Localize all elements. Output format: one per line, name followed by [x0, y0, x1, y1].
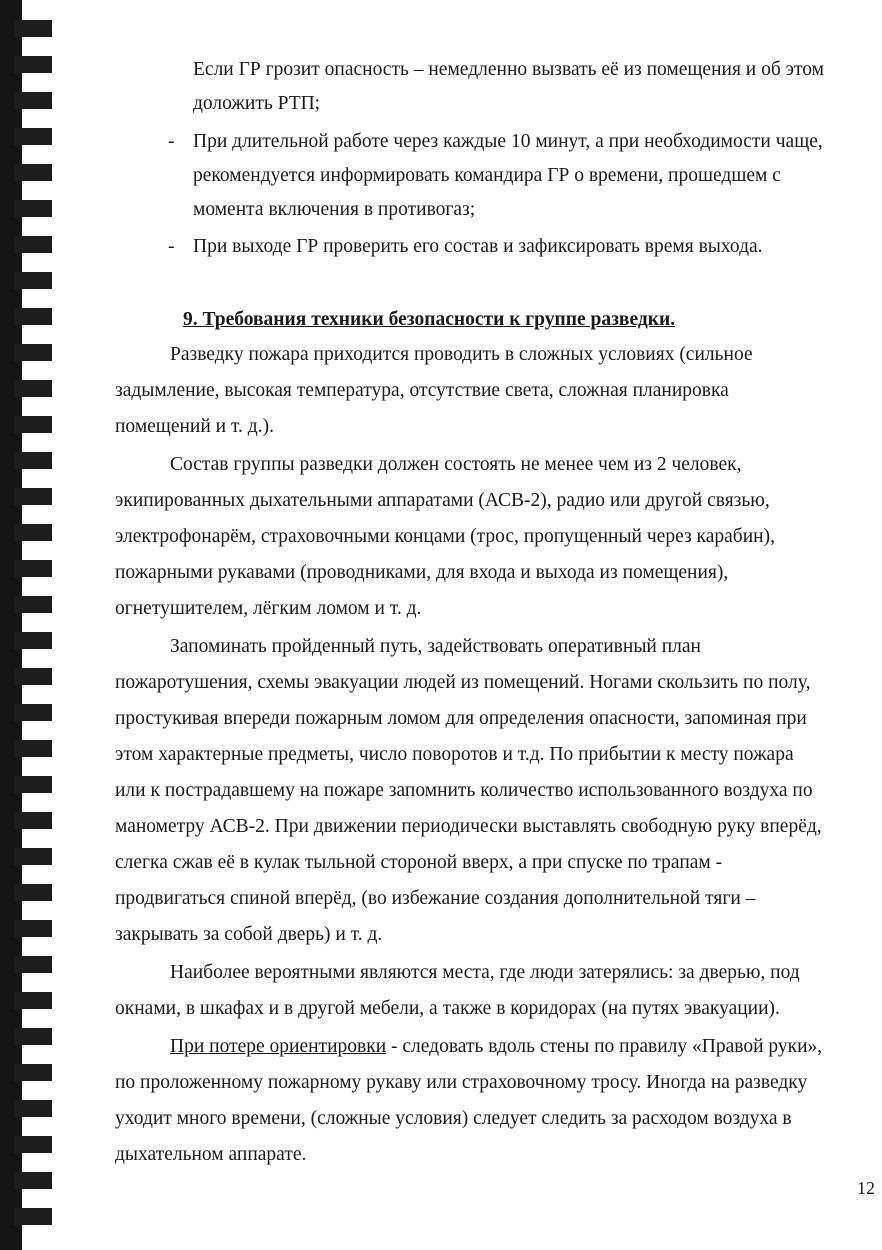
binding-tooth: [14, 1028, 52, 1045]
binding-tooth: [14, 920, 52, 937]
continuation-line-1: Если ГР грозит опасность – немедленно вызвать её из помещения и об этом: [193, 59, 825, 80]
binding-tooth: [14, 92, 52, 109]
page-number: 12: [857, 1178, 875, 1198]
binding-tooth: [14, 992, 52, 1009]
binding-tooth: [14, 740, 52, 757]
binding-tooth: [14, 200, 52, 217]
binding-tooth: [14, 524, 52, 541]
binding-tooth: [14, 272, 52, 289]
binding-tooth: [14, 956, 52, 973]
binding-tooth: [14, 776, 52, 793]
binding-tooth: [14, 128, 52, 145]
binding-tooth: [14, 632, 52, 649]
paragraph-3-line-3: простукивая впереди пожарным ломом для определения опасности, запоминая при: [115, 708, 807, 729]
binding-strip: [0, 0, 22, 1250]
binding-tooth: [14, 1136, 52, 1153]
binding-tooth: [14, 668, 52, 685]
paragraph-3-line-2: пожаротушения, схемы эвакуации людей из помещений. Ногами скользить по полу,: [115, 672, 811, 693]
paragraph-2-line-1: Состав группы разведки должен состоять не менее чем из 2 человек,: [170, 454, 742, 475]
paragraph-3-line-6: манометру АСВ-2. При движении периодически выставлять свободную руку вперёд,: [115, 816, 822, 837]
paragraph-1-line-1: Разведку пожара приходится проводить в сложных условиях (сильное: [170, 344, 753, 365]
paragraph-3-line-8: продвигаться спиной вперёд, (во избежание создания дополнительной тяги –: [115, 888, 756, 909]
orientation-label: При потере ориентировки: [170, 1036, 387, 1057]
binding-tooth: [14, 704, 52, 721]
paragraph-4-line-1: Наиболее вероятными являются места, где люди затерялись: за дверью, под: [170, 962, 800, 983]
orientation-line-1: [170, 1030, 822, 1064]
paragraph-2-line-4: пожарными рукавами (проводниками, для входа и выхода из помещения),: [115, 562, 729, 583]
paragraph-2-line-3: электрофонарём, страховочными концами (трос, пропущенный через карабин),: [115, 526, 775, 547]
paragraph-4-line-2: окнами, в шкафах и в другой мебели, а также в коридорах (на путях эвакуации).: [115, 998, 780, 1019]
binding-tooth: [14, 452, 52, 469]
bullet-1-line-3: момента включения в противогаз;: [193, 199, 476, 220]
binding-tooth: [14, 1064, 52, 1081]
continuation-line-2: доложить РТП;: [193, 93, 321, 114]
paragraph-3-line-1: Запоминать пройденный путь, задействовать оперативный план: [170, 636, 701, 657]
paragraph-1-line-3: помещений и т. д.).: [115, 416, 274, 437]
paragraph-2-line-5: огнетушителем, лёгким ломом и т. д.: [115, 598, 422, 619]
paragraph-2-line-2: экипированных дыхательными аппаратами (АСВ-2), радио или другой связью,: [115, 490, 770, 511]
binding-tooth: [14, 596, 52, 613]
orientation-line-2: по проложенному пожарному рукаву или страховочному тросу. Иногда на разведку: [115, 1072, 808, 1093]
paragraph-3-line-7: слегка сжав её в кулак тыльной стороной вверх, а при спуске по трапам -: [115, 852, 723, 873]
orientation-line-3: уходит много времени, (сложные условия) следует следить за расходом воздуха в: [115, 1108, 792, 1129]
orientation-line-4: дыхательном аппарате.: [115, 1144, 307, 1165]
paragraph-3-line-5: или к пострадавшему на пожаре запомнить количество использованного воздуха по: [115, 780, 813, 801]
binding-tooth: [14, 848, 52, 865]
binding-tooth: [14, 488, 52, 505]
paragraph-3-line-4: этом характерные предметы, число поворотов и т.д. По прибытии к месту пожара: [115, 744, 794, 765]
section-heading: 9. Требования техники безопасности к группе разведки.: [183, 309, 676, 330]
bullet-dash: -: [168, 236, 175, 257]
bullet-1-line-1: При длительной работе через каждые 10 минут, а при необходимости чаще,: [193, 131, 823, 152]
paragraph-1-line-2: задымление, высокая температура, отсутствие света, сложная планировка: [115, 380, 729, 401]
binding-tooth: [14, 1172, 52, 1189]
binding-tooth: [14, 416, 52, 433]
binding-tooth: [14, 164, 52, 181]
binding-tooth: [14, 812, 52, 829]
binding-tooth: [14, 1100, 52, 1117]
binding-tooth: [14, 56, 52, 73]
binding-tooth: [14, 20, 52, 37]
binding-tooth: [14, 308, 52, 325]
binding-tooth: [14, 560, 52, 577]
binding-tooth: [14, 236, 52, 253]
bullet-2-line-1: При выходе ГР проверить его состав и зафиксировать время выхода.: [193, 236, 763, 257]
binding-tooth: [14, 884, 52, 901]
binding-tooth: [14, 344, 52, 361]
binding-tooth: [14, 1208, 52, 1225]
bullet-dash: -: [168, 131, 175, 152]
paragraph-3-line-9: закрывать за собой дверь) и т. д.: [115, 924, 383, 945]
binding-tooth: [14, 380, 52, 397]
orientation-line-1-rest: - следовать вдоль стены по правилу «Правой руки»,: [386, 1036, 823, 1057]
bullet-1-line-2: рекомендуется информировать командира ГР о времени, прошедшем с: [193, 165, 781, 186]
